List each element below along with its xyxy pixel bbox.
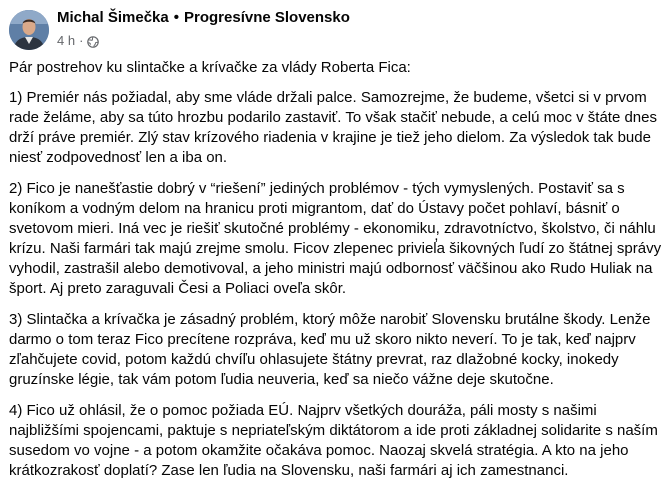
globe-icon[interactable] (87, 35, 99, 47)
page-name[interactable]: Progresívne Slovensko (184, 9, 350, 26)
post-header (9, 6, 350, 50)
info-dot: · (79, 33, 84, 48)
post-paragraph-3: 3) Slintačka a krívačka je zásadný problém, ktorý môže narobiť Slovensku brutálne škody. Lenže darmo o tom teraz Fico precítene rozpráva, keď mu už skoro nikto neverí. To je tak, keď najprv zľahčujete covid, potom každú chvíľu ohlasujete štátny prevrat, raz dlažobné kocky, inokedy gruzínske légie, tak vám potom ľudia neuveria, keď sa niečo vážne deje skutočne. (9, 311, 651, 388)
author-name[interactable]: Michal Šimečka (57, 9, 169, 26)
post-paragraph-2: 2) Fico je nanešťastie dobrý v “riešení” jediných problémov - tých vymyslených. Postaviť sa s koníkom a vodným delom na hranicu proti migrantom, dať do Ústavy počet pohlaví, básniť o svetovom mieri. Iná vec je riešiť skutočné problémy - ekonomiku, zdravotníctvo, školstvo, či náhlu krízu. Naši farmári tak majú zrejme smolu. Ficov zlepenec priviel̕a šikovných ľudí zo štátnej správy vyhodil, zastrašil alebo demotivoval, a jeho ministri majú odbornosť väčšinou ako Rudo Huliak na šport. Aj preto zaraguvali Česi a Poliaci oveľa skôr. (9, 180, 662, 297)
post-paragraph-1: 1) Premiér nás požiadal, aby sme vláde držali palce. Samozrejme, že budeme, všetci si v prvom rade želáme, aby sa túto hrozbu podarilo zastaviť. To však stačiť nebude, a celú moc v štáte dnes drží práve premiér. Zlý stav krízového riadenia v krajine je tiež jeho dielom. Za výsledok tak bude niesť zodpovednosť len a iba on. (9, 89, 657, 166)
post-paragraph-4: 4) Fico už ohlásil, že o pomoc požiada EÚ. Najprv všetkých douráža, páli mosty s našimi najbližšími spojencami, paktuje s nepriateľským diktátorom a ide proti základnej solidarite s naším susedom vo vojne - a potom okamžite očakáva pomoc. Naozaj skvelá stratégia. A kto na jeho krátkozrakosť doplatí? Zase len ľudia na Slovensku, naši farmári aj ich zamestnanci. (9, 402, 658, 479)
author-line (57, 8, 350, 28)
post-info (57, 32, 350, 50)
avatar-image (9, 10, 49, 50)
author-separator: • (173, 9, 179, 26)
post-body (9, 58, 665, 492)
post-timestamp[interactable]: 4 h (57, 33, 76, 48)
post-paragraph-intro: Pár postrehov ku slintačke a krívačke za vlády Roberta Fica: (9, 59, 411, 76)
post-meta (57, 6, 350, 50)
avatar[interactable] (9, 10, 49, 50)
